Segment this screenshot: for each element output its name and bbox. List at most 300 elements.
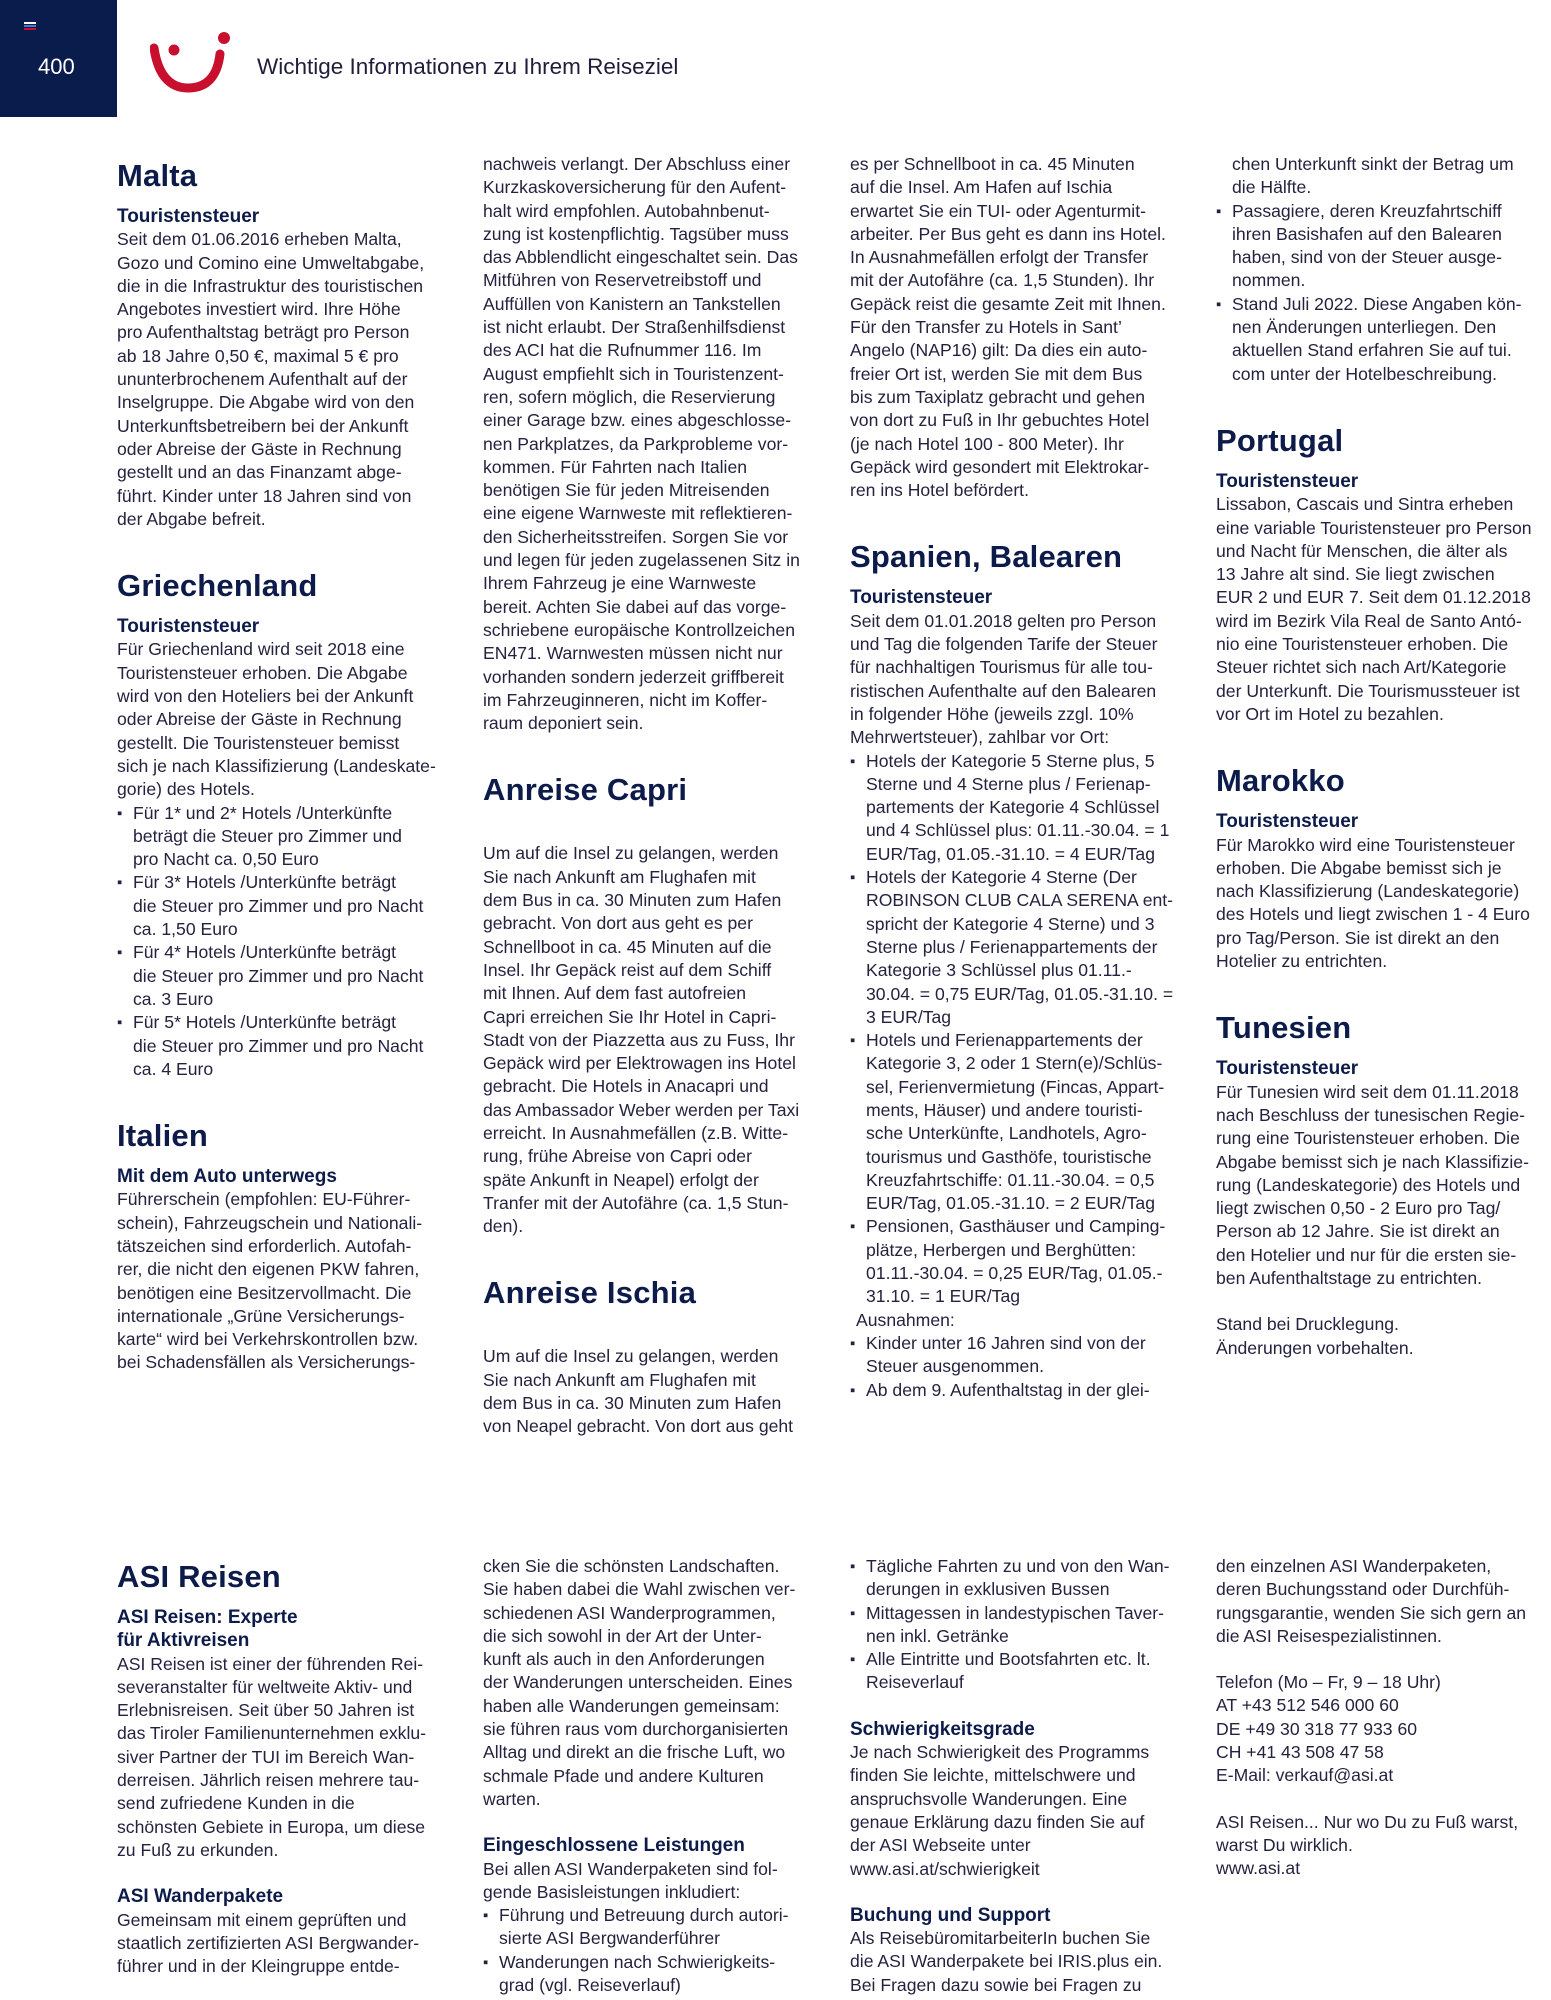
- text-line: Kurzkaskoversicherung für den Aufent-: [483, 177, 787, 198]
- text-line: Kreuzfahrtschiffe: 01.11.-30.04. = 0,5: [866, 1169, 1155, 1190]
- text-line: ristischen Aufenthalte auf den Balearen: [850, 680, 1157, 701]
- text-line: EUR/Tag, 01.05.-31.10. = 4 EUR/Tag: [866, 843, 1155, 864]
- text-line: Änderungen vorbehalten.: [1216, 1337, 1414, 1358]
- text-line: internationale „Grüne Versicherungs-: [117, 1305, 405, 1326]
- text-line: rungsgarantie, wenden Sie sich gern an: [1216, 1602, 1527, 1623]
- column-3: [850, 153, 1190, 1402]
- body-text: [117, 228, 457, 531]
- text-line: ab 18 Jahre 0,50 €, maximal 5 € pro: [117, 345, 399, 366]
- text-line: ▪ Wanderungen nach Schwierigkeits-: [499, 1951, 776, 1972]
- text-line: gebracht. Die Hotels in Anacapri und: [483, 1076, 769, 1097]
- section-title-marokko: Marokko: [1216, 763, 1345, 799]
- list-item: [117, 871, 457, 941]
- body-text: [1216, 493, 1551, 726]
- body-text: [850, 153, 1190, 502]
- section-title-asi-reisen: ASI Reisen: [117, 1559, 281, 1594]
- text-line: erhoben. Die Abgabe bemisst sich je: [1216, 857, 1502, 878]
- text-line: finden Sie leichte, mittelschwere und: [850, 1765, 1136, 1786]
- list-item: [483, 1951, 823, 1998]
- text-line: chen Unterkunft sinkt der Betrag um: [1232, 154, 1514, 174]
- text-line: ihren Basishafen auf den Balearen: [1232, 223, 1502, 244]
- text-line: Gepäck wird per Elektrowagen ins Hotel: [483, 1053, 796, 1074]
- text-line: AT +43 512 546 000 60: [1216, 1695, 1399, 1716]
- text-line: pro Aufenthaltstag beträgt pro Person: [117, 322, 410, 343]
- text-line: arbeiter. Per Bus geht es dann ins Hotel.: [850, 223, 1166, 244]
- section-title-anreise-capri: Anreise Capri: [483, 772, 688, 808]
- body-text: [483, 842, 823, 1238]
- text-line: Steuer ausgenommen.: [866, 1356, 1044, 1377]
- text-line: zu Fuß zu erkunden.: [117, 1839, 279, 1860]
- section-title-italien: Italien: [117, 1118, 208, 1154]
- list-item: [850, 1215, 1190, 1308]
- text-line: www.asi.at: [1216, 1858, 1301, 1879]
- text-line: eine variable Touristensteuer pro Person: [1216, 517, 1532, 538]
- text-line: ▪ Stand Juli 2022. Diese Angaben kön-: [1232, 293, 1522, 314]
- text-line: die Steuer pro Zimmer und pro Nacht: [133, 965, 424, 986]
- body-text: [483, 1555, 823, 1811]
- section-title-anreise-ischia: Anreise Ischia: [483, 1275, 697, 1311]
- text-line: von dort zu Fuß in Ihr gebuchtes Hotel: [850, 410, 1150, 431]
- asi-column-1: [117, 1558, 457, 1978]
- text-line: Mehrwertsteuer), zahlbar vor Ort:: [850, 727, 1110, 748]
- text-line: vor Ort im Hotel zu bezahlen.: [1216, 703, 1444, 724]
- text-line: Insel. Ihr Gepäck reist auf dem Schiff: [483, 959, 772, 980]
- bullet-list: [850, 750, 1190, 1309]
- list-item: [1216, 293, 1551, 386]
- subheading: Touristensteuer: [850, 587, 993, 609]
- section-title-malta: Malta: [117, 158, 198, 193]
- list-item: [1216, 200, 1551, 293]
- text-line: karte“ wird bei Verkehrskontrollen bzw.: [117, 1329, 419, 1350]
- text-line: ren, sofern möglich, die Reservierung: [483, 386, 776, 407]
- list-item: [117, 1011, 457, 1081]
- text-line: Um auf die Insel zu gelangen, werden: [483, 843, 779, 864]
- text-line: und legen für jeden zugelassenen Sitz in: [483, 550, 800, 571]
- text-line: schmale Pfade und andere Kulturen: [483, 1765, 764, 1786]
- text-line: Gepäck reist die gesamte Zeit mit Ihnen.: [850, 293, 1166, 314]
- text-line: Angebotes investiert wird. Ihre Höhe: [117, 299, 401, 320]
- body-text: [1216, 1555, 1551, 1648]
- text-line: die sich sowohl in der Art der Unter-: [483, 1625, 762, 1646]
- text-line: zung ist kostenpflichtig. Tagsüber muss: [483, 223, 789, 244]
- text-line: bereit. Achten Sie dabei auf das vorge-: [483, 596, 787, 617]
- disclaimer-note: [1216, 1313, 1551, 1360]
- text-line: im Fahrzeuginneren, nicht im Koffer-: [483, 689, 768, 710]
- subheading-line: ASI Reisen: Experte: [117, 1607, 298, 1628]
- text-line: der Abgabe befreit.: [117, 508, 266, 529]
- text-line: Gemeinsam mit einem geprüften und: [117, 1909, 407, 1930]
- text-line: Für Marokko wird eine Touristensteuer: [1216, 834, 1515, 855]
- text-line: sel, Ferienvermietung (Fincas, Appart-: [866, 1076, 1165, 1097]
- body-text: [1216, 1081, 1551, 1291]
- text-line: Kategorie 3, 2 oder 1 Stern(e)/Schlüs-: [866, 1053, 1163, 1074]
- asi-column-2: [483, 1555, 823, 1997]
- text-line: des Hotels und liegt zwischen 1 - 4 Euro: [1216, 904, 1530, 925]
- text-line: Sie nach Ankunft am Flughafen mit: [483, 866, 756, 887]
- text-line: In Ausnahmefällen erfolgt der Transfer: [850, 247, 1149, 268]
- body-text: [117, 1909, 457, 1979]
- text-line: nen Parkplatzes, da Parkprobleme vor-: [483, 433, 789, 454]
- text-line: ununterbrochenem Aufenthalt auf der: [117, 369, 408, 390]
- text-line: Bei allen ASI Wanderpaketen sind fol-: [483, 1858, 778, 1879]
- text-line: Stadt von der Piazzetta aus zu Fuss, Ihr: [483, 1029, 795, 1050]
- text-line: und Nacht für Menschen, die älter als: [1216, 540, 1508, 561]
- text-line: staatlich zertifizierten ASI Bergwander-: [117, 1932, 420, 1953]
- page-number: 400: [38, 54, 75, 79]
- ausnahmen-label: Ausnahmen:: [856, 1309, 955, 1330]
- subheading: Touristensteuer: [117, 616, 260, 638]
- text-line: Gozo und Comino eine Umweltabgabe,: [117, 252, 425, 273]
- text-line: ▪ Für 1* und 2* Hotels /Unterkünfte: [133, 802, 393, 823]
- text-line: ▪ Kinder unter 16 Jahren sind von der: [866, 1332, 1146, 1353]
- text-line: Steuer richtet sich nach Art/Kategorie: [1216, 657, 1507, 678]
- text-line: ▪ Hotels und Ferienappartements der: [866, 1030, 1143, 1051]
- bullet-list: [117, 802, 457, 1082]
- bullet-list: [850, 1555, 1190, 1695]
- text-line: der Unterkunft. Die Tourismussteuer ist: [1216, 680, 1520, 701]
- text-line: freier Ort ist, werden Sie mit dem Bus: [850, 363, 1143, 384]
- text-line: des ACI hat die Rufnummer 116. Im: [483, 340, 762, 361]
- subheading: ASI Wanderpakete: [117, 1886, 284, 1908]
- text-line: die ASI Wanderpakete bei IRIS.plus ein.: [850, 1951, 1163, 1972]
- body-text: [117, 1653, 457, 1863]
- text-line: cken Sie die schönsten Landschaften.: [483, 1556, 780, 1576]
- closing-text: [1216, 1811, 1551, 1881]
- text-line: ASI Reisen... Nur wo Du zu Fuß warst,: [1216, 1811, 1519, 1832]
- text-line: 3 EUR/Tag: [866, 1006, 952, 1027]
- body-text: [850, 1927, 1190, 1997]
- text-line: www.asi.at/schwierigkeit: [850, 1858, 1040, 1879]
- text-line: benötigen eine Besitzervollmacht. Die: [117, 1282, 412, 1303]
- text-line: siver Partner der TUI im Bereich Wan-: [117, 1746, 415, 1767]
- text-line: Telefon (Mo – Fr, 9 – 18 Uhr): [1216, 1672, 1441, 1693]
- text-line: rung, frühe Abreise von Capri oder: [483, 1146, 752, 1167]
- subheading: Touristensteuer: [117, 206, 260, 227]
- text-line: com unter der Hotelbeschreibung.: [1232, 363, 1498, 384]
- text-line: severanstalter für weltweite Aktiv- und: [117, 1676, 413, 1697]
- list-item: [850, 1602, 1190, 1649]
- text-line: oder Abreise der Gäste in Rechnung: [117, 709, 402, 730]
- text-line: liegt zwischen 0,50 - 2 Euro pro Tag/: [1216, 1198, 1501, 1219]
- text-line: Sie haben dabei die Wahl zwischen ver-: [483, 1579, 796, 1600]
- text-line: nach Klassifizierung (Landeskategorie): [1216, 881, 1520, 902]
- subheading: Touristensteuer: [1216, 1058, 1359, 1080]
- asi-column-4: [1216, 1555, 1551, 1881]
- text-line: ben Aufenthaltstage zu entrichten.: [1216, 1267, 1483, 1288]
- text-line: DE +49 30 318 77 933 60: [1216, 1718, 1418, 1739]
- text-line: Mitführen von Reservetreibstoff und: [483, 270, 762, 291]
- text-line: ▪ Hotels der Kategorie 5 Sterne plus, 5: [866, 750, 1155, 771]
- text-line: sierte ASI Bergwanderführer: [499, 1928, 721, 1949]
- text-line: vorhanden sondern jederzeit griffbereit: [483, 666, 784, 687]
- body-text: [483, 1345, 823, 1438]
- text-line: rung eine Touristensteuer erhoben. Die: [1216, 1128, 1520, 1149]
- text-line: das Ambassador Weber werden per Taxi: [483, 1099, 800, 1120]
- text-line: halt wird empfohlen. Autobahnbenut-: [483, 200, 770, 221]
- text-line: warten.: [483, 1788, 541, 1809]
- text-line: Sie nach Ankunft am Flughafen mit: [483, 1369, 756, 1390]
- text-line: führt. Kinder unter 18 Jahren sind von: [117, 485, 412, 506]
- subheading: Eingeschlossene Leistungen: [483, 1835, 745, 1857]
- text-line: benötigen Sie für jeden Mitreisenden: [483, 480, 770, 501]
- text-line: ments, Häuser) und andere touristi-: [866, 1099, 1143, 1120]
- text-line: Für Griechenland wird seit 2018 eine: [117, 639, 405, 660]
- text-line: Führerschein (empfohlen: EU-Führer-: [117, 1189, 411, 1210]
- text-line: Person ab 12 Jahre. Sie ist direkt an: [1216, 1221, 1500, 1242]
- section-title-tunesien: Tunesien: [1216, 1010, 1352, 1046]
- list-item: [117, 941, 457, 1011]
- body-text: [117, 1188, 457, 1374]
- subheading: Touristensteuer: [1216, 470, 1359, 492]
- body-text: [1216, 153, 1551, 200]
- text-line: Lissabon, Cascais und Sintra erheben: [1216, 494, 1514, 515]
- text-line: Um auf die Insel zu gelangen, werden: [483, 1346, 779, 1367]
- text-line: wird im Bezirk Vila Real de Santo Antó-: [1216, 610, 1522, 631]
- text-line: ASI Reisen ist einer der führenden Rei-: [117, 1653, 424, 1674]
- text-line: nachweis verlangt. Der Abschluss einer: [483, 154, 791, 174]
- text-line: den Sicherheitsstreifen. Sorgen Sie vor: [483, 526, 789, 547]
- column-2: [483, 153, 823, 1439]
- text-line: erwartet Sie ein TUI- oder Agenturmit-: [850, 200, 1146, 221]
- text-line: dem Bus in ca. 30 Minuten zum Hafen: [483, 890, 782, 911]
- text-line: schriebene europäische Kontrollzeichen: [483, 619, 795, 640]
- text-line: send zufriedene Kunden in die: [117, 1793, 355, 1814]
- text-line: 30.04. = 0,75 EUR/Tag, 01.05.-31.10. =: [866, 983, 1174, 1004]
- text-line: Unterkunftsbetreibern bei der Ankunft: [117, 415, 409, 436]
- text-line: mit der Autofähre (ca. 1,5 Stunden). Ihr: [850, 270, 1155, 291]
- text-line: Für Tunesien wird seit dem 01.11.2018: [1216, 1081, 1519, 1102]
- text-line: beträgt die Steuer pro Zimmer und: [133, 825, 402, 846]
- text-line: ▪ Passagiere, deren Kreuzfahrtschiff: [1232, 200, 1502, 221]
- text-line: Seit dem 01.01.2018 gelten pro Person: [850, 610, 1157, 631]
- text-line: Bei Fragen dazu sowie bei Fragen zu: [850, 1974, 1142, 1995]
- text-line: Touristensteuer erhoben. Die Abgabe: [117, 662, 408, 683]
- text-line: wird von den Hoteliers bei der Ankunft: [117, 686, 414, 707]
- text-line: nommen.: [1232, 270, 1306, 291]
- text-line: Alltag und direkt an die frische Luft, wo: [483, 1742, 786, 1763]
- text-line: und 4 Schlüssel plus: 01.11.-30.04. = 1: [866, 820, 1170, 841]
- contact-info: [1216, 1671, 1551, 1787]
- text-line: derungen in exklusiven Bussen: [866, 1579, 1110, 1600]
- list-item: [850, 866, 1190, 1029]
- text-line: deren Buchungsstand oder Durchfüh-: [1216, 1579, 1510, 1600]
- text-line: tourismus und Gasthöfe, touristische: [866, 1146, 1152, 1167]
- text-line: kunft als auch in den Anforderungen: [483, 1649, 765, 1670]
- text-line: ca. 3 Euro: [133, 988, 214, 1009]
- text-line: Kategorie 3 Schlüssel plus 01.11.-: [866, 960, 1132, 981]
- text-line: schein), Fahrzeugschein und Nationali-: [117, 1212, 423, 1233]
- list-item: [850, 1029, 1190, 1215]
- subheading: Touristensteuer: [1216, 811, 1359, 833]
- text-line: dem Bus in ca. 30 Minuten zum Hafen: [483, 1393, 782, 1414]
- text-line: in folgender Höhe (jeweils zzgl. 10%: [850, 703, 1134, 724]
- text-line: ▪ Alle Eintritte und Bootsfahrten etc. lt.: [866, 1649, 1151, 1670]
- text-line: Ihrem Fahrzeug je eine Warnweste: [483, 573, 757, 594]
- text-line: die Steuer pro Zimmer und pro Nacht: [133, 1035, 424, 1056]
- section-title-spanien-balearen: Spanien, Balearen: [850, 539, 1123, 575]
- text-line: das Tiroler Familienunternehmen exklu-: [117, 1723, 427, 1744]
- text-line: spricht der Kategorie 4 Sterne) und 3: [866, 913, 1155, 934]
- text-line: partements der Kategorie 4 Schlüssel: [866, 797, 1160, 818]
- body-text: [483, 1858, 823, 1905]
- text-line: sie führen raus vom durchorganisierten: [483, 1719, 789, 1740]
- text-line: bis zum Taxiplatz gebracht und gehen: [850, 386, 1146, 407]
- text-line: es per Schnellboot in ca. 45 Minuten: [850, 154, 1135, 174]
- text-line: einer Garage bzw. eines abgeschlosse-: [483, 410, 792, 431]
- text-line: Abgabe bemisst sich je nach Klassifizie-: [1216, 1151, 1529, 1172]
- text-line: rer, die nicht den eigenen PKW fahren,: [117, 1259, 420, 1280]
- body-text: [117, 638, 457, 801]
- text-line: anspruchsvolle Wanderungen. Eine: [850, 1788, 1128, 1809]
- subheading: Buchung und Support: [850, 1904, 1051, 1926]
- text-line: Sterne plus / Ferienappartements der: [866, 936, 1158, 957]
- text-line: nen Änderungen unterliegen. Den: [1232, 317, 1497, 338]
- text-line: Reiseverlauf: [866, 1672, 964, 1693]
- tui-smile-logo-icon: [150, 30, 234, 96]
- text-line: nen inkl. Getränke: [866, 1625, 1009, 1646]
- text-line: ▪ Tägliche Fahrten zu und von den Wan-: [866, 1556, 1170, 1576]
- list-item: [850, 1648, 1190, 1695]
- page-title: Wichtige Informationen zu Ihrem Reiseziel: [257, 54, 679, 79]
- text-line: oder Abreise der Gäste in Rechnung: [117, 438, 402, 459]
- text-line: das Abblendlicht eingeschaltet sein. Das: [483, 247, 798, 268]
- text-line: Als ReisebüromitarbeiterIn buchen Sie: [850, 1928, 1151, 1949]
- text-line: haben alle Wanderungen gemeinsam:: [483, 1695, 780, 1716]
- column-4: [1216, 153, 1551, 1360]
- subheading: [117, 1606, 457, 1653]
- text-line: ▪ Für 5* Hotels /Unterkünfte beträgt: [133, 1012, 397, 1033]
- subheading: Schwierigkeitsgrade: [850, 1718, 1035, 1740]
- asi-column-3: [850, 1555, 1190, 1997]
- text-line: grad (vgl. Reiseverlauf): [499, 1975, 681, 1996]
- text-line: Je nach Schwierigkeit des Programms: [850, 1742, 1150, 1763]
- text-line: August empfiehlt sich in Touristenzent-: [483, 363, 784, 384]
- list-item: [850, 750, 1190, 866]
- text-line: E-Mail: verkauf@asi.at: [1216, 1765, 1394, 1786]
- text-line: Auffüllen von Kanistern an Tankstellen: [483, 293, 781, 314]
- text-line: nach Beschluss der tunesischen Regie-: [1216, 1104, 1526, 1125]
- text-line: EN471. Warnwesten müssen nicht nur: [483, 643, 783, 664]
- text-line: genaue Erklärung dazu finden Sie auf: [850, 1811, 1145, 1832]
- text-line: Angelo (NAP16) gilt: Da dies ein auto-: [850, 340, 1148, 361]
- text-line: Stand bei Drucklegung.: [1216, 1314, 1399, 1335]
- text-line: erreicht. In Ausnahmefällen (z.B. Witte-: [483, 1122, 789, 1143]
- text-line: tätszeichen sind erforderlich. Autofah-: [117, 1235, 412, 1256]
- text-line: gorie) des Hotels.: [117, 779, 255, 800]
- text-line: ▪ Mittagessen in landestypischen Taver-: [866, 1602, 1164, 1623]
- body-text: [850, 610, 1190, 750]
- list-item: [850, 1332, 1190, 1379]
- text-line: (je nach Hotel 100 - 800 Meter). Ihr: [850, 433, 1124, 454]
- body-text: [483, 153, 823, 735]
- text-line: kommen. Für Fahrten nach Italien: [483, 456, 748, 477]
- text-line: Capri erreichen Sie Ihr Hotel in Capri-: [483, 1006, 777, 1027]
- text-line: den Hotelier und nur für die ersten sie-: [1216, 1244, 1517, 1265]
- body-text: [850, 1741, 1190, 1881]
- column-1: [117, 157, 457, 1375]
- text-line: ▪ Für 4* Hotels /Unterkünfte beträgt: [133, 942, 397, 963]
- text-line: die Steuer pro Zimmer und pro Nacht: [133, 895, 424, 916]
- text-line: ren ins Hotel befördert.: [850, 480, 1029, 501]
- section-title-portugal: Portugal: [1216, 422, 1344, 458]
- text-line: ROBINSON CLUB CALA SERENA ent-: [866, 890, 1174, 911]
- text-line: und Tag die folgenden Tarife der Steuer: [850, 634, 1158, 655]
- text-line: EUR/Tag, 01.05.-31.10. = 2 EUR/Tag: [866, 1193, 1155, 1214]
- section-title-griechenland: Griechenland: [117, 568, 318, 604]
- text-line: eine eigene Warnweste mit reflektieren-: [483, 503, 793, 524]
- text-line: Sterne und 4 Sterne plus / Ferienap-: [866, 773, 1151, 794]
- bullet-list: [1216, 200, 1551, 386]
- text-line: den).: [483, 1216, 524, 1237]
- text-line: ca. 4 Euro: [133, 1058, 214, 1079]
- text-line: rung (Landeskategorie) des Hotels und: [1216, 1174, 1521, 1195]
- subheading-line: für Aktivreisen: [117, 1630, 250, 1652]
- text-line: führer und in der Kleingruppe entde-: [117, 1956, 400, 1977]
- text-line: warst Du wirklich.: [1216, 1834, 1353, 1855]
- body-text: [1216, 834, 1551, 974]
- text-line: 31.10. = 1 EUR/Tag: [866, 1286, 1021, 1307]
- text-line: die Hälfte.: [1232, 177, 1312, 198]
- list-item: [850, 1379, 1190, 1402]
- text-line: Seit dem 01.06.2016 erheben Malta,: [117, 229, 402, 250]
- text-line: den einzelnen ASI Wanderpaketen,: [1216, 1556, 1492, 1576]
- text-line: der Wanderungen unterscheiden. Eines: [483, 1672, 793, 1693]
- text-line: Gepäck wird gesondert mit Elektrokar-: [850, 456, 1150, 477]
- text-line: Hotelier zu entrichten.: [1216, 951, 1388, 972]
- text-line: gebracht. Von dort aus geht es per: [483, 913, 753, 934]
- page-number-badge: [0, 0, 117, 117]
- text-line: von Neapel gebracht. Von dort aus geht: [483, 1416, 794, 1437]
- text-line: sich je nach Klassifizierung (Landeskate-: [117, 755, 436, 776]
- flag-icon: [24, 22, 36, 29]
- text-line: plätze, Herbergen und Berghütten:: [866, 1239, 1136, 1260]
- text-line: die ASI Reisespezialistinnen.: [1216, 1625, 1442, 1646]
- text-line: 01.11.-30.04. = 0,25 EUR/Tag, 01.05.-: [866, 1263, 1163, 1284]
- text-line: Für den Transfer zu Hotels in Sant’: [850, 317, 1122, 338]
- text-line: raum deponiert sein.: [483, 713, 644, 734]
- text-line: Tranfer mit der Autofähre (ca. 1,5 Stun-: [483, 1192, 789, 1213]
- bullet-list: [850, 1332, 1190, 1402]
- text-line: für nachhaltigen Tourismus für alle tou-: [850, 657, 1153, 678]
- list-item: [850, 1555, 1190, 1602]
- text-line: Inselgruppe. Die Abgabe wird von den: [117, 392, 415, 413]
- text-line: mit Ihnen. Auf dem fast autofreien: [483, 983, 747, 1004]
- text-line: die in die Infrastruktur des touristischen: [117, 275, 424, 296]
- text-line: Erlebnisreisen. Seit über 50 Jahren ist: [117, 1700, 415, 1721]
- text-line: auf die Insel. Am Hafen auf Ischia: [850, 177, 1113, 198]
- text-line: schönsten Gebiete in Europa, um diese: [117, 1816, 426, 1837]
- text-line: ▪ Hotels der Kategorie 4 Sterne (Der: [866, 867, 1137, 888]
- text-line: Schnellboot in ca. 45 Minuten auf die: [483, 936, 772, 957]
- text-line: gestellt und an das Finanzamt abge-: [117, 462, 402, 483]
- text-line: gestellt. Die Touristensteuer bemisst: [117, 732, 400, 753]
- text-line: bei Schadensfällen als Versicherungs-: [117, 1352, 416, 1373]
- text-line: aktuellen Stand erfahren Sie auf tui.: [1232, 340, 1512, 361]
- text-line: sche Unterkünfte, Landhotels, Agro-: [866, 1123, 1147, 1144]
- text-line: 13 Jahre alt sind. Sie liegt zwischen: [1216, 564, 1495, 585]
- subheading: Mit dem Auto unterwegs: [117, 1166, 337, 1188]
- text-line: derreisen. Jährlich reisen mehrere tau-: [117, 1770, 420, 1791]
- text-line: ▪ Führung und Betreuung durch autori-: [499, 1905, 789, 1926]
- text-line: ist nicht erlaubt. Der Straßenhilfsdienst: [483, 317, 786, 338]
- list-item: [117, 802, 457, 872]
- text-line: der ASI Webseite unter: [850, 1835, 1031, 1856]
- text-line: ▪ Ab dem 9. Aufenthaltstag in der glei-: [866, 1379, 1150, 1400]
- text-line: ▪ Für 3* Hotels /Unterkünfte beträgt: [133, 872, 397, 893]
- text-line: ▪ Pensionen, Gasthäuser und Camping-: [866, 1216, 1166, 1237]
- text-line: haben, sind von der Steuer ausge-: [1232, 247, 1502, 268]
- text-line: pro Tag/Person. Sie ist direkt an den: [1216, 927, 1500, 948]
